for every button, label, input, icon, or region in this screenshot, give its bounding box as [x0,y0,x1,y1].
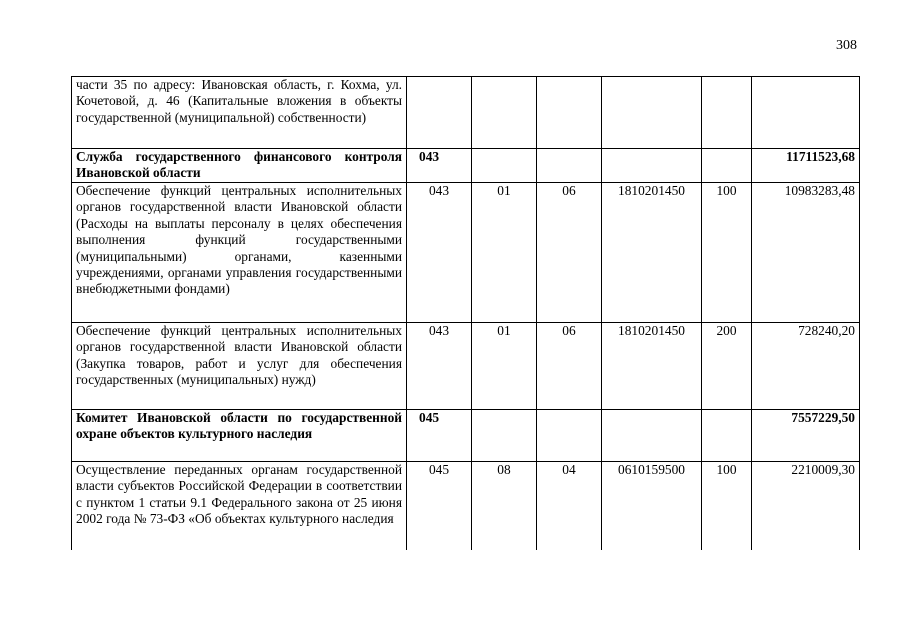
row-amount: 7557229,50 [752,410,860,462]
row-expense-type [702,149,752,183]
row-target-article: 1810201450 [602,323,702,410]
row-name: Осуществление переданных органам государственной власти субъектов Российской Федерации в соответствии с пунктом 1 статьи 9.1 Федерального закона от 25 июня 2002 года № 73-ФЗ «Об объектах культурного наследия [72,462,407,550]
row-department-code: 045 [407,410,472,462]
row-name: части 35 по адресу: Ивановская область, г. Кохма, ул. Кочетовой, д. 46 (Капитальные вложения в объекты государственной (муниципальной) собственности) [72,77,407,149]
table-row [72,149,860,183]
row-amount [752,77,860,149]
row-department-code: 043 [407,323,472,410]
row-target-article: 0610159500 [602,462,702,550]
table-row [72,462,860,550]
row-amount: 10983283,48 [752,183,860,323]
row-subsection: 04 [537,462,602,550]
row-section: 01 [472,323,537,410]
row-name: Обеспечение функций центральных исполнительных органов государственной власти Ивановской области (Закупка товаров, работ и услуг для обеспечения государственных (муниципальных) нужд) [72,323,407,410]
table-row [72,410,860,462]
table-row [72,77,860,149]
row-section: 08 [472,462,537,550]
page-number: 308 [836,38,857,53]
row-subsection: 06 [537,323,602,410]
row-subsection [537,77,602,149]
row-expense-type: 100 [702,462,752,550]
row-department-code [407,77,472,149]
row-section [472,149,537,183]
row-target-article: 1810201450 [602,183,702,323]
row-section [472,77,537,149]
table-row [72,323,860,410]
row-expense-type [702,77,752,149]
row-expense-type: 200 [702,323,752,410]
row-section: 01 [472,183,537,323]
row-section [472,410,537,462]
row-expense-type: 100 [702,183,752,323]
row-target-article [602,149,702,183]
row-department-code: 043 [407,183,472,323]
budget-table [71,76,860,550]
row-target-article [602,77,702,149]
row-name: Служба государственного финансового контроля Ивановской области [72,149,407,183]
row-target-article [602,410,702,462]
row-amount: 2210009,30 [752,462,860,550]
row-expense-type [702,410,752,462]
row-subsection: 06 [537,183,602,323]
row-amount: 728240,20 [752,323,860,410]
row-amount: 11711523,68 [752,149,860,183]
row-name: Обеспечение функций центральных исполнительных органов государственной власти Ивановской области (Расходы на выплаты персоналу в целях обеспечения выполнения функций государственными (муниципальными) органами, казенными учреждениями, органами управления государственными внебюджетными фондами) [72,183,407,323]
table-row [72,183,860,323]
row-department-code: 045 [407,462,472,550]
row-department-code: 043 [407,149,472,183]
row-name: Комитет Ивановской области по государственной охране объектов культурного наследия [72,410,407,462]
row-subsection [537,410,602,462]
row-subsection [537,149,602,183]
